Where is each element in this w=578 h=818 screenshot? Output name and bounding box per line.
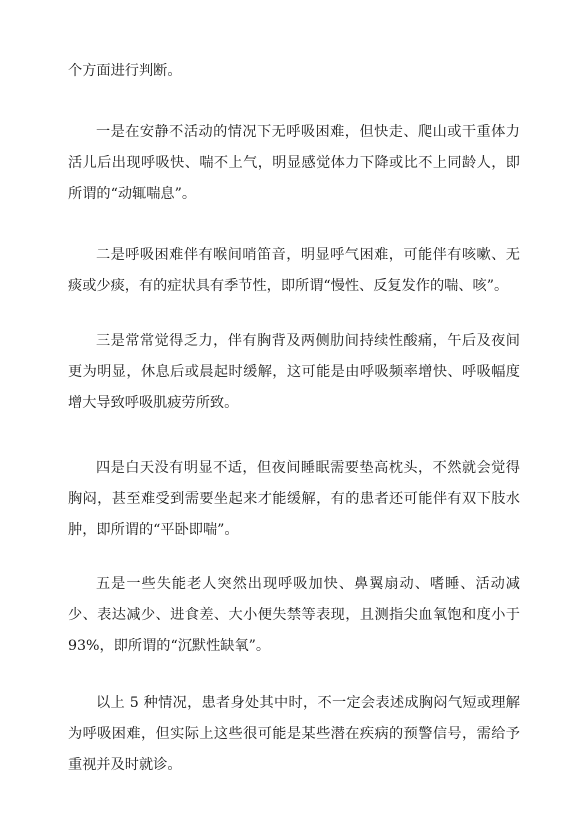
paragraph-point-four: 四是白天没有明显不适，但夜间睡眠需要垫高枕头，不然就会觉得胸闷，甚至难受到需要坐起来才能缓解，有的患者还可能伴有双下肢水肿，即所谓的“平卧即喘”。 <box>68 460 520 538</box>
paragraph-point-five: 五是一些失能老人突然出现呼吸加快、鼻翼扇动、嗜睡、活动减少、表达减少、进食差、大小便失禁等表现，且测指尖血氧饱和度小于 93%，即所谓的“沉默性缺氧”。 <box>68 576 520 654</box>
paragraph-conclusion: 以上 5 种情况，患者身处其中时，不一定会表述成胸闷气短或理解为呼吸困难，但实际上这些很可能是某些潜在疾病的预警信号，需给予重视并及时就诊。 <box>68 695 520 773</box>
paragraph-point-two: 二是呼吸困难伴有喉间哨笛音，明显呼气困难，可能伴有咳嗽、无痰或少痰，有的症状具有季节性，即所谓“慢性、反复发作的喘、咳”。 <box>68 247 520 294</box>
paragraph-intro-continuation: 个方面进行判断。 <box>68 63 182 79</box>
paragraph-point-one: 一是在安静不活动的情况下无呼吸困难，但快走、爬山或干重体力活儿后出现呼吸快、喘不上气，明显感觉体力下降或比不上同龄人，即所谓的“动辄喘息”。 <box>68 124 520 202</box>
paragraph-point-three: 三是常常觉得乏力，伴有胸背及两侧肋间持续性酸痛，午后及夜间更为明显，休息后或晨起时缓解，这可能是由呼吸频率增快、呼吸幅度增大导致呼吸肌疲劳所致。 <box>68 333 520 411</box>
